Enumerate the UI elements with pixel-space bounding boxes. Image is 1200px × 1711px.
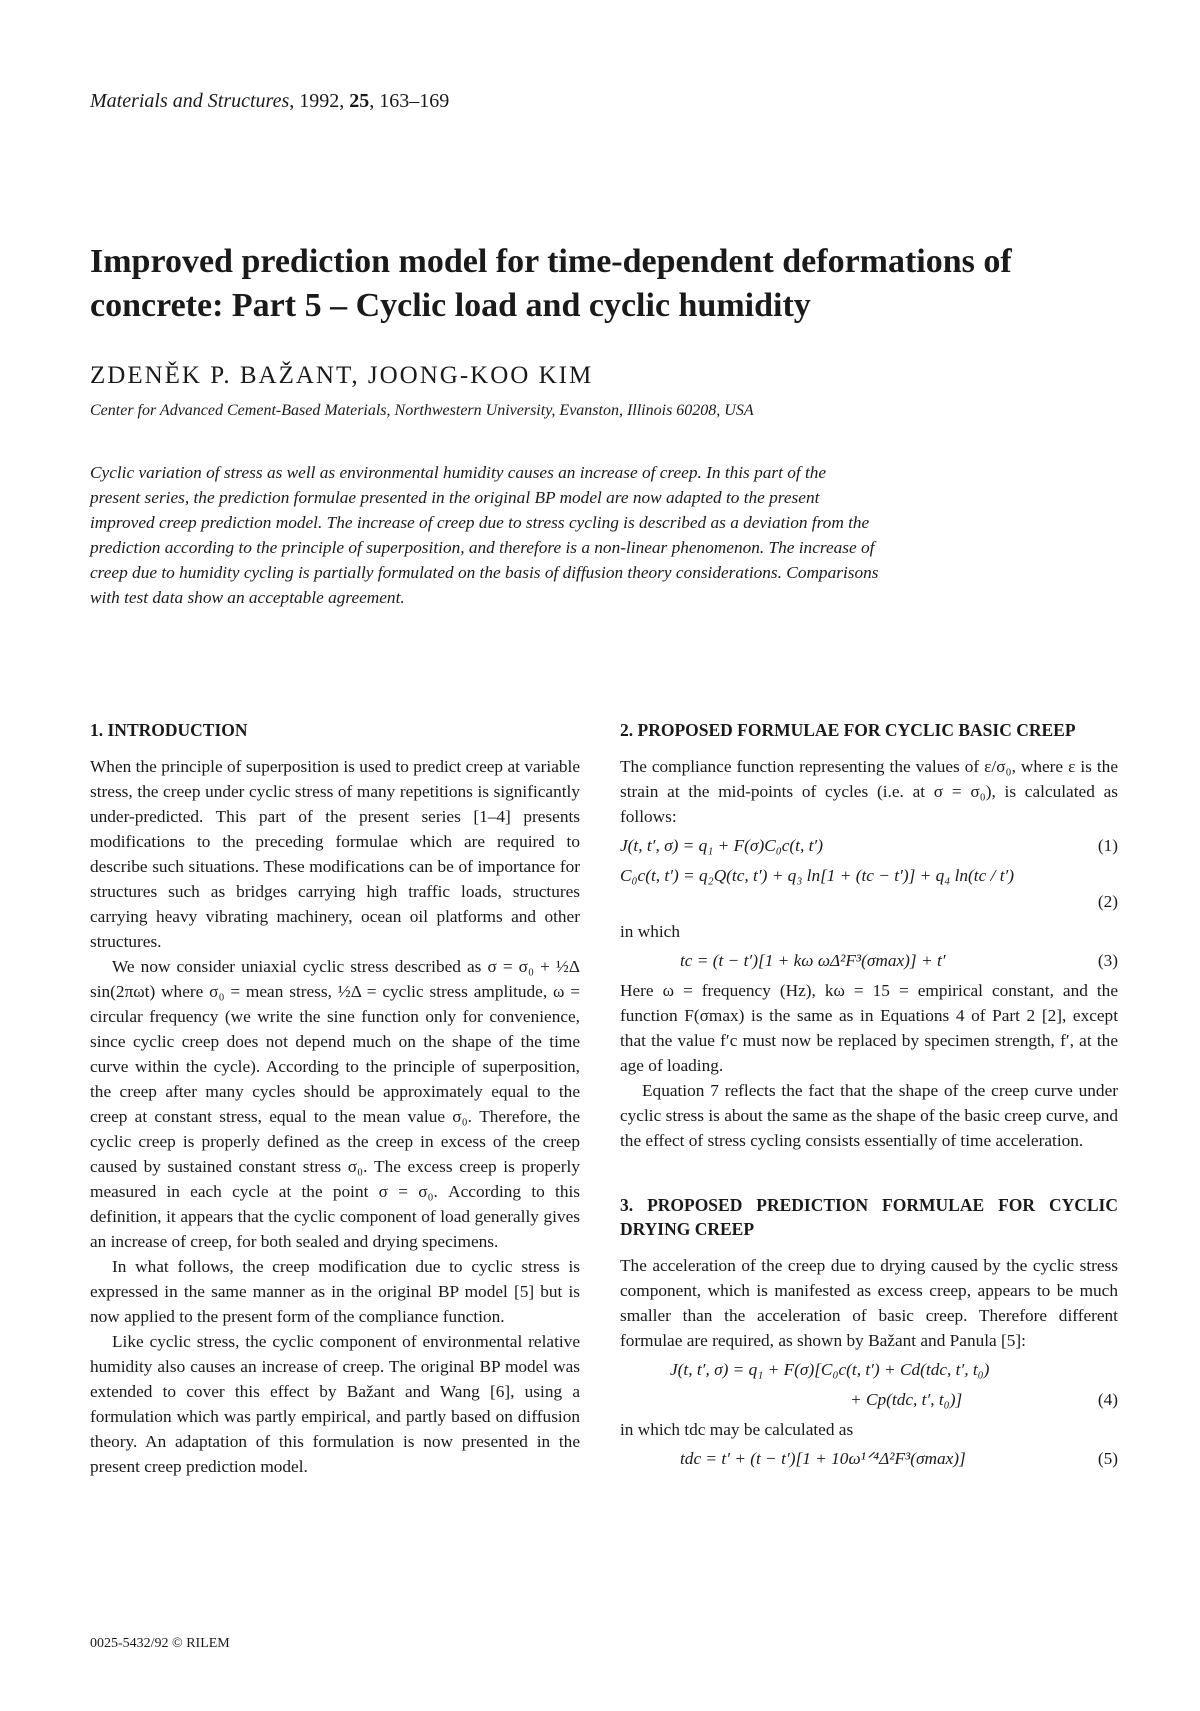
equation-4b: + Cp(tdc, t′, t₀)] (4)	[850, 1390, 1118, 1409]
paragraph: In what follows, the creep modification due to cyclic stress is expressed in the same manner as in the original BP model [5] but is now applied to the present form of the compliance function.	[90, 1257, 580, 1326]
equation-4a: J(t, t′, σ) = q₁ + F(σ)[C₀c(t, t′) + Cd(tdc, t′, t₀)	[670, 1360, 990, 1379]
journal-volume: 25	[349, 90, 370, 112]
equation-3: tc = (t − t′)[1 + kω ωΔ²F³(σmax)] + t′ (3)	[680, 951, 1118, 970]
paragraph: We now consider uniaxial cyclic stress described as σ = σ₀ + ½Δ sin(2πωt) where σ₀ = mean stress, ½Δ = cyclic stress amplitude, ω = circular frequency (we write the sine function only for convenience, since cyclic creep does not depend much on the shape of the time curve within the cycle). According to the principle of superposition, the creep after many cycles should be approximately equal to the creep at constant stress, equal to the mean value σ₀. Therefore, the cyclic creep is properly defined as the creep in excess of the creep caused by sustained constant stress σ₀. The excess creep is properly measured in each cycle at the point σ = σ₀. According to this definition, it appears that the cyclic component of load generally gives an increase of creep, for both sealed and drying specimens.	[90, 957, 580, 1251]
paragraph: Equation 7 reflects the fact that the shape of the creep curve under cyclic stress is about the same as the shape of the basic creep curve, and the effect of stress cycling consists essentially of time acceleration.	[620, 1081, 1118, 1150]
journal-citation: Materials and Structures, 1992, 25, 163–169	[90, 90, 450, 112]
left-column	[90, 718, 580, 1479]
footer-copyright: 0025-5432/92 © RILEM	[90, 1636, 230, 1651]
affiliation: Center for Advanced Cement-Based Materials, Northwestern University, Evanston, Illinois 60208, USA	[90, 402, 754, 419]
paragraph: in which	[620, 922, 680, 941]
paragraph: Like cyclic stress, the cyclic component of environmental relative humidity also causes an increase of creep. The original BP model was extended to cover this effect by Bažant and Wang [6], using a formulation which was partly empirical, and partly based on diffusion theory. An adaptation of this formulation is now presented in the present creep prediction model.	[90, 1332, 580, 1476]
paper-title: Improved prediction model for time-dependent deformations of concrete: Part 5 – Cyclic load and cyclic humidity	[90, 243, 1012, 324]
right-column	[620, 718, 1118, 1476]
paragraph: When the principle of superposition is used to predict creep at variable stress, the creep under cyclic stress of many repetitions is significantly under-predicted. This part of the present series [1–4] presents modifications to the preceding formulae which are required to describe such situations. These modifications can be of importance for structures such as bridges carrying high traffic loads, structures carrying heavy vibrating machinery, ocean oil platforms and other structures.	[90, 757, 580, 951]
abstract: Cyclic variation of stress as well as environmental humidity causes an increase of creep. In this part of the present series, the prediction formulae presented in the original BP model are now adapted to the present improved creep prediction model. The increase of creep due to stress cycling is described as a deviation from the prediction according to the principle of superposition, and therefore is a non-linear phenomenon. The increase of creep due to humidity cycling is partially formulated on the basis of diffusion theory considerations. Comparisons with test data show an acceptable agreement.	[90, 463, 879, 607]
paragraph: The acceleration of the creep due to drying caused by the cyclic stress component, which is manifested as excess creep, appears to be much smaller than the acceleration of basic creep. Therefore different formulae are required, as shown by Bažant and Panula [5]:	[620, 1256, 1118, 1350]
authors: ZDENĚK P. BAŽANT, JOONG-KOO KIM	[90, 362, 594, 389]
equation-5: tdc = t′ + (t − t′)[1 + 10ω¹ᐟ⁴Δ²F³(σmax)] (5)	[680, 1449, 1118, 1468]
section-heading-introduction: 1. INTRODUCTION	[90, 720, 248, 740]
equation-1: J(t, t′, σ) = q₁ + F(σ)C₀c(t, t′) (1)	[620, 836, 1118, 855]
paragraph: in which tdc may be calculated as	[620, 1420, 854, 1439]
paragraph: Here ω = frequency (Hz), kω = 15 = empirical constant, and the function F(σmax) is the same as in Equations 4 of Part 2 [2], except that the value f′c must now be replaced by specimen strength, f′, at the age of loading.	[620, 981, 1118, 1075]
paragraph: The compliance function representing the values of ε/σ₀, where ε is the strain at the mid-points of cycles (i.e. at σ = σ₀), is calculated as follows:	[620, 757, 1118, 826]
journal-name: Materials and Structures	[90, 90, 290, 112]
equation-2: C₀c(t, t′) = q₂Q(tc, t′) + q₃ ln[1 + (tc − t′)] + q₄ ln(tc / t′) (2)	[620, 866, 1118, 911]
section-heading-basic-creep: 2. PROPOSED FORMULAE FOR CYCLIC BASIC CREEP	[620, 720, 1076, 740]
section-heading-drying-creep: 3. PROPOSED PREDICTION FORMULAE FOR CYCLIC DRYING CREEP	[620, 1195, 1118, 1239]
